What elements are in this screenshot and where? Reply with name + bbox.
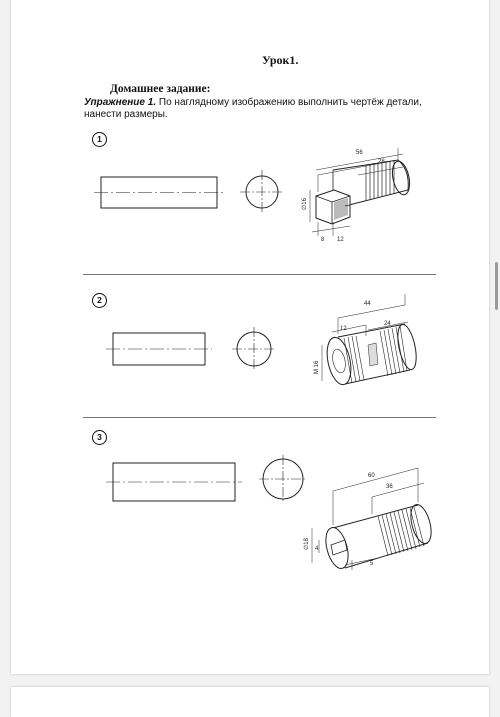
dim-12: 12 — [340, 326, 347, 332]
exercise-description: По наглядному изображению выполнить чертёж детали, нанести размеры. — [84, 97, 422, 120]
dim-m16: M 16 — [314, 360, 320, 374]
task3-front-view — [106, 463, 242, 501]
task2-front-view — [106, 333, 212, 365]
task2-side-view — [232, 327, 276, 371]
dim-4: 4 — [315, 546, 319, 552]
task1-side-view — [240, 170, 284, 214]
dim-diameter-18: ∅18 — [304, 538, 310, 550]
dim-12: 12 — [337, 237, 344, 243]
task2-isometric — [314, 294, 420, 387]
task-number-3: 3 — [92, 430, 107, 445]
dim-36: 36 — [386, 484, 393, 490]
task-number-1: 1 — [92, 132, 107, 147]
lesson-title: Урок1. — [262, 53, 299, 67]
task3-isometric — [303, 468, 435, 571]
dim-56: 56 — [356, 150, 363, 156]
dim-24: 24 — [384, 321, 391, 327]
dim-44: 44 — [364, 301, 371, 307]
homework-heading: Домашнее задание: — [110, 83, 211, 95]
task3-side-view — [259, 455, 307, 503]
dim-8: 8 — [321, 237, 325, 243]
exercise-label: Упражнение 1. — [84, 97, 157, 108]
dim-28: 28 — [378, 159, 385, 165]
dim-60: 60 — [368, 473, 375, 479]
dim-diameter-16: ∅16 — [302, 198, 308, 210]
task1-isometric — [301, 148, 412, 243]
task-number-2: 2 — [92, 293, 107, 308]
task1-front-view — [94, 177, 224, 208]
dim-5: 5 — [370, 561, 374, 567]
